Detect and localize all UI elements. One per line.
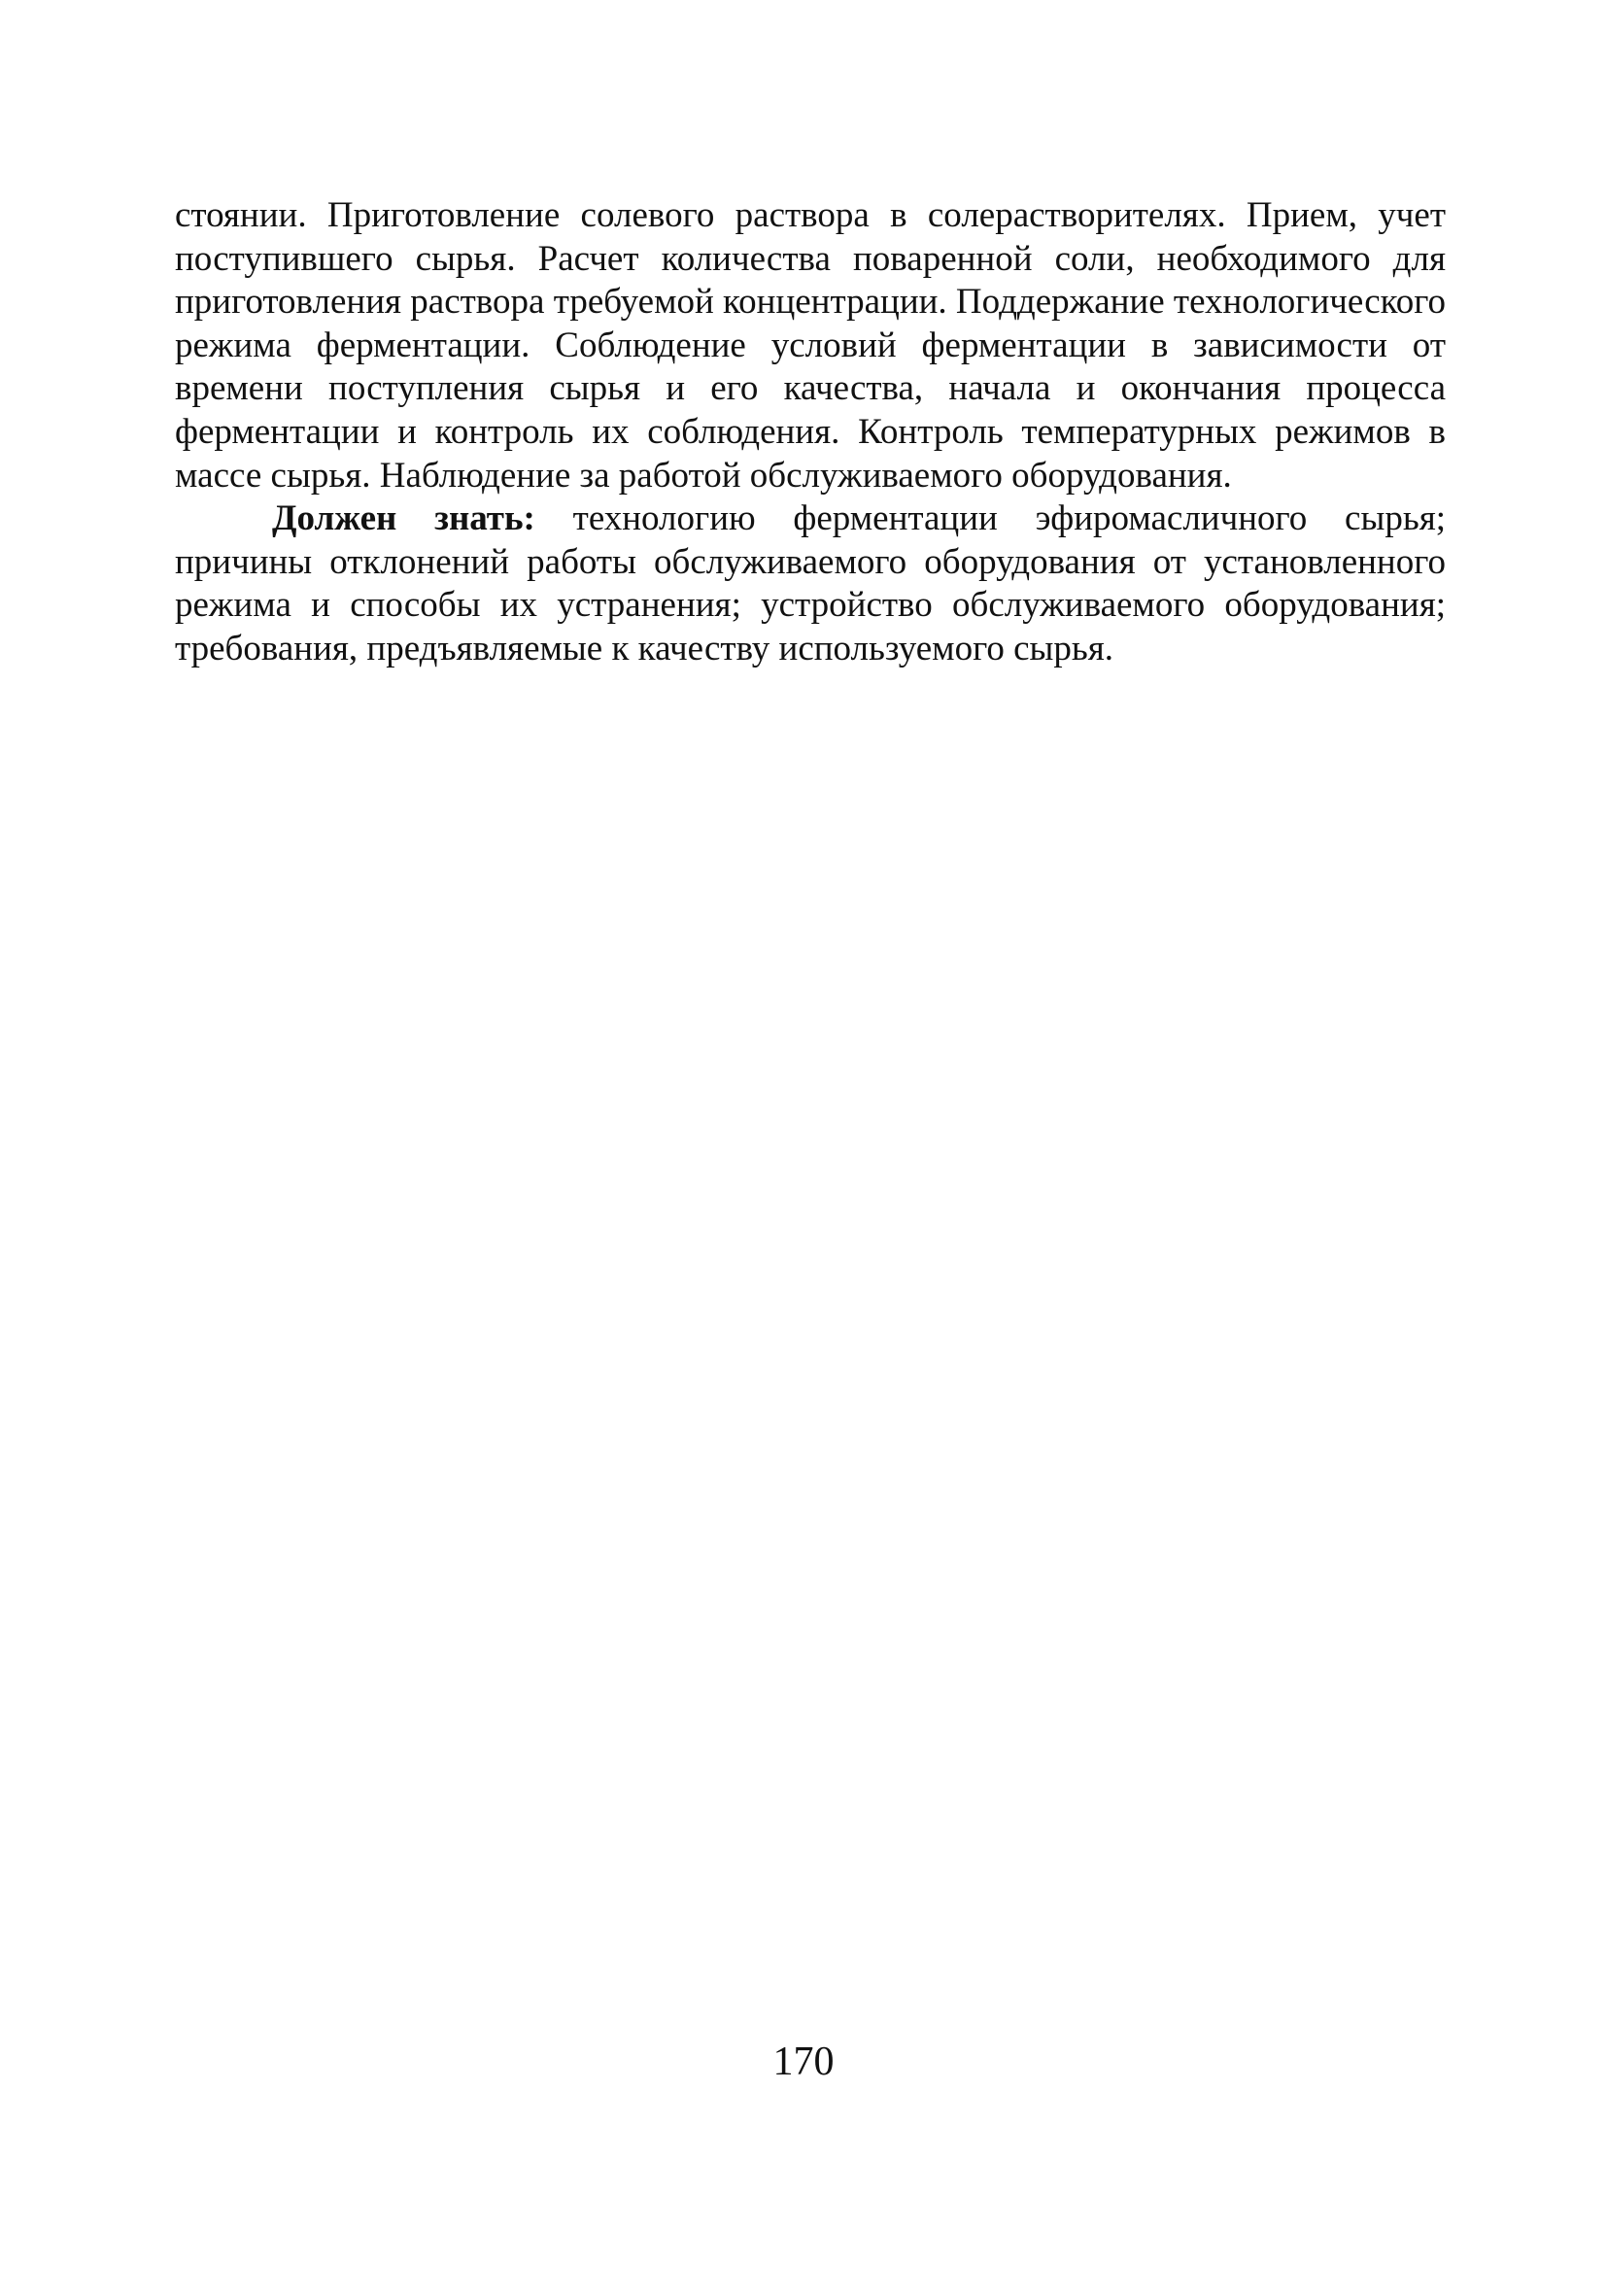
paragraph-must-know (175, 497, 1446, 670)
page-number: 170 (772, 2039, 835, 2084)
must-know-heading: Должен знать: (272, 498, 535, 539)
body-text (175, 194, 1446, 671)
paragraph-operations-text: стоянии. Приготовление солевого раствора в солерастворителях. Прием, учет поступившего сырья. Расчет количества поваренной соли, необходимого для приготовления раствора требуемой концентрации. Поддержание технологического режима ферментации. Соблюдение условий ферментации в зависимости от времени поступления сырья и его качества, начала и окончания процесса ферментации и контроль их соблюдения. Контроль температурных режимов в массе сырья. Наблюдение за работой обслуживаемого оборудования. (175, 195, 1446, 496)
paragraph-operations (175, 194, 1446, 497)
paragraph-must-know-text: технологию ферментации эфиромасличного сырья; причины отклонений работы обслуживаемого оборудования от установленного режима и способы их устранения; устройство обслуживаемого оборудования; требования, предъявляемые к качеству используемого сырья. (175, 498, 1446, 668)
